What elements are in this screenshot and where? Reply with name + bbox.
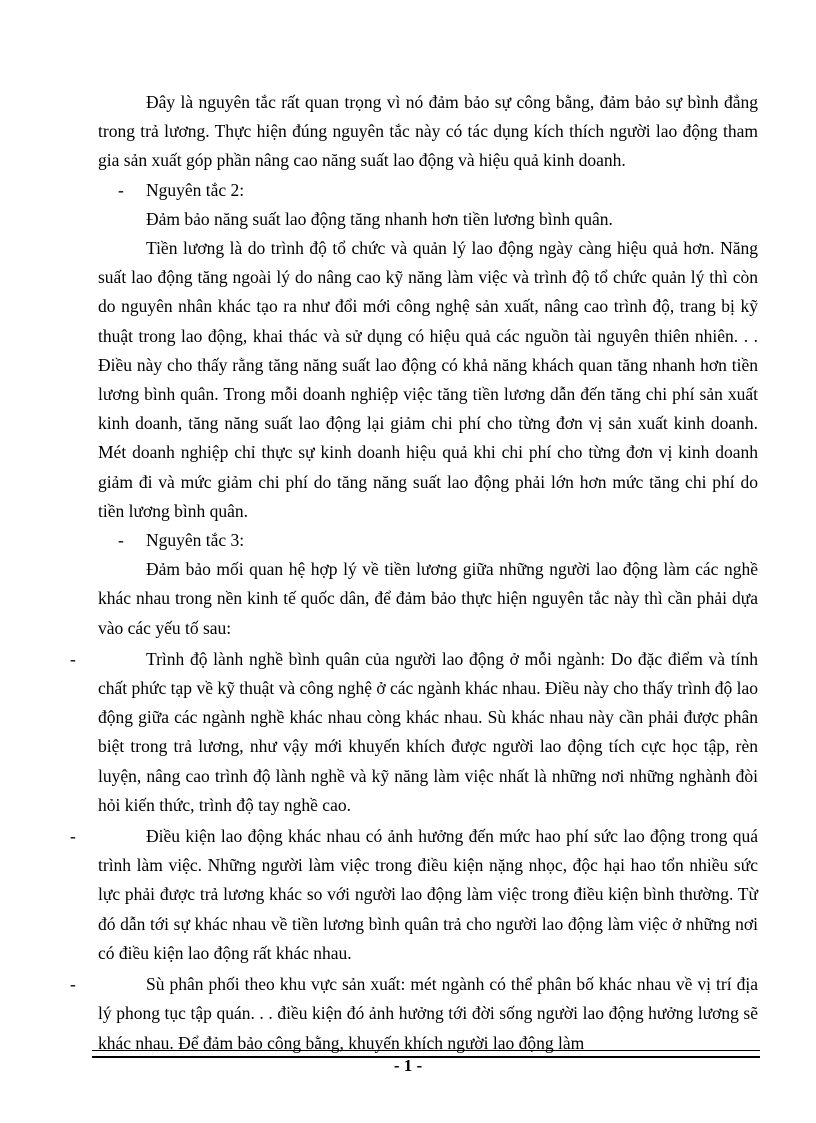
bullet-text: Sù phân phối theo khu vực sản xuất: mét ngành có thể phân bố khác nhau về vị trí địa lý phong tục tập quán. . . điều kiện đó ảnh hưởng tới đời sống người lao động hưởng lương sẽ khác nhau. Để đảm bảo công bằng, khuyến khích người lao động làm bbox=[98, 974, 758, 1053]
bullet-dash: - bbox=[70, 826, 76, 847]
bullet-dash: - bbox=[118, 179, 124, 200]
document-body bbox=[70, 88, 758, 1058]
bullet-working-conditions bbox=[70, 822, 758, 968]
bullet-text: Điều kiện lao động khác nhau có ảnh hưởng đến mức hao phí sức lao động trong quá trình làm việc. Những người làm việc trong điều kiện nặng nhọc, độc hại hao tổn nhiều sức lực phải được trả lương khác so với người lao động làm việc trong điều kiện bình thường. Từ đó dẫn tới sự khác nhau về tiền lương bình quân trả cho người lao động làm việc ở những nơi có điều kiện lao động rất khác nhau. bbox=[98, 826, 758, 963]
bullet-regional-distribution bbox=[70, 970, 758, 1058]
paragraph-4: Đảm bảo mối quan hệ hợp lý về tiền lương giữa những người lao động làm các nghề khác nhau trong nền kinh tế quốc dân, để đảm bảo thực hiện nguyên tắc này thì cần phải dựa vào các yếu tố sau: bbox=[98, 559, 758, 638]
page-number: - 1 - bbox=[393, 1056, 423, 1075]
paragraph-1: Đây là nguyên tắc rất quan trọng vì nó đảm bảo sự công bằng, đảm bảo sự bình đẳng trong trả lương. Thực hiện đúng nguyên tắc này có tác dụng kích thích người lao động tham gia sản xuất góp phần nâng cao năng suất lao động và hiệu quả kinh doanh. bbox=[98, 92, 758, 171]
bullet-principle-2 bbox=[98, 176, 758, 205]
bullet-text: Trình độ lành nghề bình quân của người lao động ở mỗi ngành: Do đặc điểm và tính chất phức tạp về kỹ thuật và công nghệ ở các ngành khác nhau. Điều này cho thấy trình độ lao động giữa các ngành nghề khác nhau còng khác nhau. Sù khác nhau này cần phải được phân biệt trong trả lương, như vậy mới khuyến khích được người lao động tích cực học tập, rèn luyện, nâng cao trình độ lành nghề và kỹ năng làm việc nhất là những nơi những nghành đòi hỏi kiến thức, trình độ tay nghề cao. bbox=[98, 648, 758, 815]
bullet-label: Nguyên tắc 2: bbox=[146, 179, 245, 200]
paragraph-2: Đảm bảo năng suất lao động tăng nhanh hơn tiền lương bình quân. bbox=[146, 208, 613, 229]
bullet-skill-level bbox=[70, 645, 758, 820]
bullet-principle-3 bbox=[98, 526, 758, 555]
bullet-label: Nguyên tắc 3: bbox=[146, 530, 245, 551]
bullet-dash: - bbox=[118, 530, 124, 551]
bullet-dash: - bbox=[70, 648, 76, 669]
bullet-dash: - bbox=[70, 974, 76, 995]
paragraph-3: Tiền lương là do trình độ tổ chức và quản lý lao động ngày càng hiệu quả hơn. Năng suất lao động tăng ngoài lý do nâng cao kỹ năng làm việc và trình độ tổ chức quản lý thì còn do nguyên nhân khác tạo ra như đổi mới công nghệ sản xuất, nâng cao trình độ, trang bị kỹ thuật trong lao động, khai thác và sử dụng có hiệu quả các nguồn tài nguyên thiên nhiên. . . Điều này cho thấy rằng tăng năng suất lao động có khả năng khách quan tăng nhanh hơn tiền lương bình quân. Trong mỗi doanh nghiệp việc tăng tiền lương dẫn đến tăng chi phí sản xuất kinh doanh, tăng năng suất lao động lại giảm chi phí cho từng đơn vị sản xuất kinh doanh. Mét doanh nghiệp chỉ thực sự kinh doanh hiệu quả khi chi phí cho từng đơn vị kinh doanh giảm đi và mức giảm chi phí do tăng năng suất lao động phải lớn hơn mức tăng chi phí do tiền lương bình quân. bbox=[98, 238, 758, 521]
